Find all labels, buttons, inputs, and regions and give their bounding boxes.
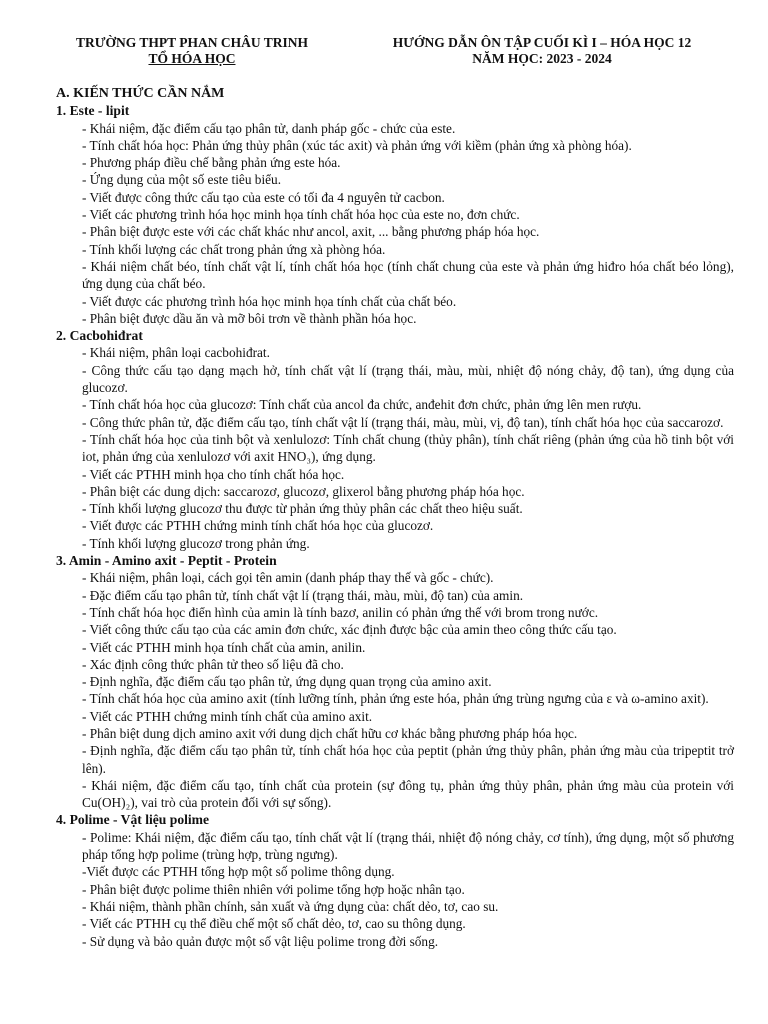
list-item: - Viết được các phương trình hóa học minh họa tính chất của chất béo. <box>82 293 457 309</box>
header-left <box>44 35 340 67</box>
list-item: - Tính khối lượng glucozơ thu được từ phản ứng thủy phân các chất theo hiệu suất. <box>82 501 523 517</box>
list-item: - Phân biệt được dầu ăn và mỡ bôi trơn về thành phần hóa học. <box>82 310 417 326</box>
list-item: - Viết các PTHH minh họa tính chất của amin, anilin. <box>82 639 366 655</box>
list-item: - Viết được công thức cấu tạo của este có tối đa 4 nguyên tử cacbon. <box>82 189 445 205</box>
list-item: - Sử dụng và bảo quản được một số vật liệu polime trong đời sống. <box>82 933 439 949</box>
list-item: - Polime: Khái niệm, đặc điểm cấu tạo, tính chất vật lí (trạng thái, nhiệt độ nóng chảy, cơ tính), ứng dụng, một số phương pháp tổng hợp polime (trùng hợp, trùng ngưng). <box>82 829 734 863</box>
list-item: - Ứng dụng của một số este tiêu biểu. <box>82 172 282 188</box>
list-item: - Đặc điểm cấu tạo phân tử, tính chất vật lí (trạng thái, màu, mùi, độ tan) của amin. <box>82 587 524 603</box>
list-item: - Phân biệt được este với các chất khác như ancol, axit, ... bằng phương pháp hóa học. <box>82 224 540 240</box>
list-item: - Định nghĩa, đặc điểm cấu tạo phân tử, ứng dụng quan trọng của amino axit. <box>82 674 492 690</box>
department-name: TỔ HÓA HỌC <box>148 51 236 66</box>
list-item: - Viết công thức cấu tạo của các amin đơn chức, xác định được bậc của amin theo công thức cấu tạo. <box>82 622 617 638</box>
topic-title: 2. Cacbohiđrat <box>56 328 143 344</box>
school-year: NĂM HỌC: 2023 - 2024 <box>472 51 612 66</box>
list-item: - Khái niệm, đặc điểm cấu tạo phân tử, danh pháp gốc - chức của este. <box>82 120 456 136</box>
list-item: - Viết các PTHH minh họa cho tính chất hóa học. <box>82 466 345 482</box>
list-item: - Công thức phân tử, đặc điểm cấu tạo, tính chất vật lí (trạng thái, màu, mùi, vị, độ tan), tính chất hóa học của saccarozơ. <box>82 414 724 430</box>
list-item: - Tính chất hóa học của amino axit (tính lưỡng tính, phản ứng este hóa, phản ứng trùng ngưng của ε và ω-amino axit). <box>82 691 709 707</box>
list-item: - Định nghĩa, đặc điểm cấu tạo phân tử, tính chất hóa học của peptit (phản ứng thủy phân, phản ứng màu của tripeptit trở lên). <box>82 743 734 776</box>
list-item: - Tính chất hóa học điển hình của amin là tính bazơ, anilin có phản ứng thế với brom trong nước. <box>82 604 599 620</box>
list-item: - Khái niệm, đặc điểm cấu tạo, tính chất của protein (sự đông tụ, phản ứng thủy phân, phản ứng màu của protein với Cu(OH)₂), vai trò của protein đối với sự sống). <box>82 777 734 811</box>
list-item: - Khái niệm, thành phần chính, sản xuất và ứng dụng của: chất dẻo, tơ, cao su. <box>82 898 499 914</box>
list-item: - Phân biệt các dung dịch: saccarozơ, glucozơ, glixerol bằng phương pháp hóa học. <box>82 483 525 499</box>
topic-title: 1. Este - lipit <box>56 103 130 119</box>
document-title: HƯỚNG DẪN ÔN TẬP CUỐI KÌ I – HÓA HỌC 12 <box>392 35 692 50</box>
list-item: - Phân biệt được polime thiên nhiên với polime tổng hợp hoặc nhân tạo. <box>82 881 465 897</box>
list-item: - Tính khối lượng các chất trong phản ứng xà phòng hóa. <box>82 241 386 257</box>
list-item: - Tính khối lượng glucozơ trong phản ứng. <box>82 535 310 551</box>
school-name: TRƯỜNG THPT PHAN CHÂU TRINH <box>75 35 309 50</box>
topic-list <box>56 102 734 950</box>
topic-title: 4. Polime - Vật liệu polime <box>56 812 210 828</box>
document-body <box>56 84 734 950</box>
list-item: - Viết các PTHH cụ thể điều chế một số chất dẻo, tơ, cao su thông dụng. <box>82 916 466 932</box>
list-item: - Phương pháp điều chế bằng phản ứng este hóa. <box>82 155 341 171</box>
header-right <box>352 35 732 67</box>
list-item: - Khái niệm, phân loại, cách gọi tên amin (danh pháp thay thế và gốc - chức). <box>82 570 494 586</box>
section-title: A. KIẾN THỨC CẦN NẮM <box>56 86 225 101</box>
list-item: - Viết các PTHH chứng minh tính chất của amino axit. <box>82 708 373 724</box>
topic-title: 3. Amin - Amino axit - Peptit - Protein <box>56 553 277 569</box>
list-item: - Viết được các PTHH chứng minh tính chất hóa học của glucozơ. <box>82 518 434 534</box>
list-item: - Tính chất hóa học của glucozơ: Tính chất của ancol đa chức, anđehit đơn chức, phản ứng lên men rượu. <box>82 397 642 413</box>
list-item: - Phân biệt dung dịch amino axit với dung dịch chất hữu cơ khác bằng phương pháp hóa học. <box>82 725 578 741</box>
list-item: - Khái niệm, phân loại cacbohiđrat. <box>82 345 270 361</box>
list-item: - Xác định công thức phân tử theo số liệu đã cho. <box>82 656 344 672</box>
list-item: - Khái niệm chất béo, tính chất vật lí, tính chất hóa học (tính chất chung của este và phản ứng hiđro hóa chất béo lỏng), ứng dụng của chất béo. <box>82 258 734 292</box>
list-item: - Công thức cấu tạo dạng mạch hở, tính chất vật lí (trạng thái, màu, mùi, nhiệt độ nóng chảy, độ tan), ứng dụng của glucozơ. <box>82 362 734 396</box>
list-item: - Tính chất hóa học của tinh bột và xenlulozơ: Tính chất chung (thủy phân), tính chất riêng (phản ứng của hồ tinh bột với iot, phản ứng của xenlulozơ với axit HNO₃), ứng dụng. <box>82 431 734 465</box>
list-item: -Viết được các PTHH tổng hợp một số polime thông dụng. <box>82 864 395 880</box>
list-item: - Viết các phương trình hóa học minh họa tính chất hóa học của este no, đơn chức. <box>82 207 520 223</box>
list-item: - Tính chất hóa học: Phản ứng thủy phân (xúc tác axit) và phản ứng với kiềm (phản ứng xà phòng hóa). <box>82 137 632 153</box>
